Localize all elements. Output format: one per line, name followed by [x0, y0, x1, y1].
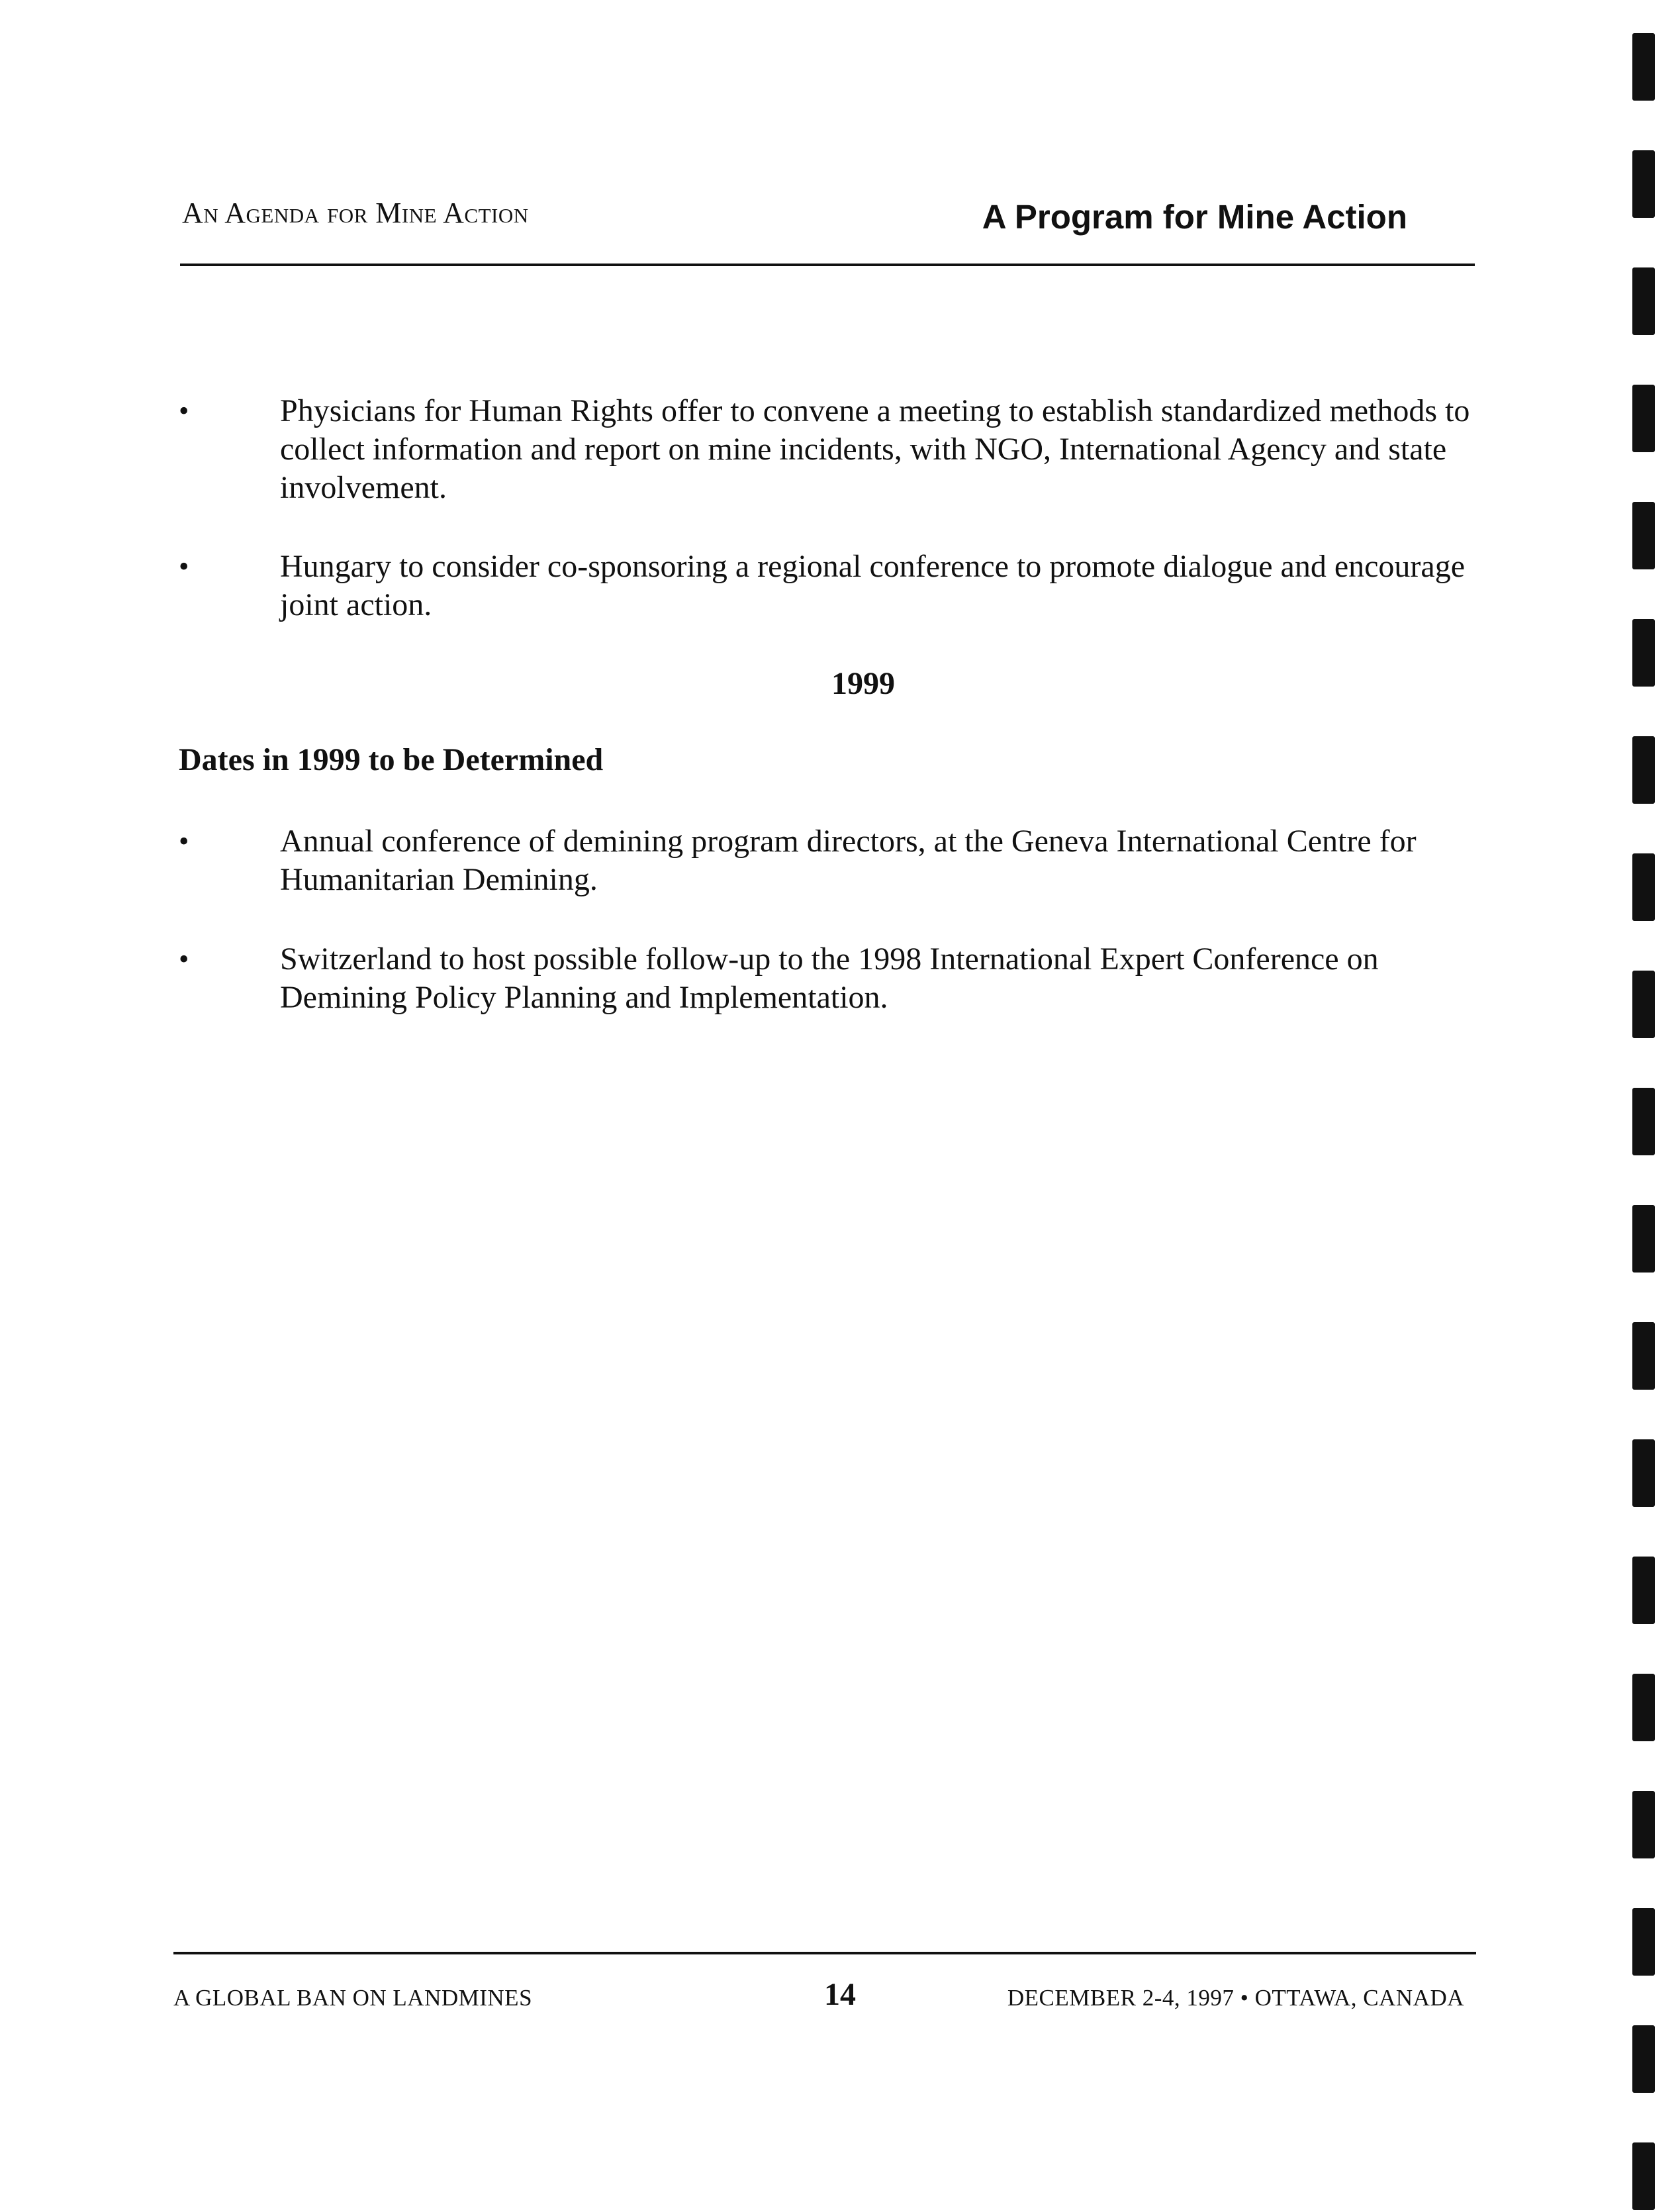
list-item-text: Annual conference of demining program directors, at the Geneva International Centre for Humanitarian Demining. — [280, 824, 1417, 897]
binding-mark — [1632, 736, 1655, 804]
running-header-left: An Agenda for Mine Action — [182, 197, 529, 229]
footer-left-text: A GLOBAL BAN ON LANDMINES — [173, 1985, 533, 2011]
binding-mark — [1632, 1791, 1655, 1858]
running-header-right: A Program for Mine Action — [982, 198, 1407, 236]
binding-mark — [1632, 1205, 1655, 1273]
list-item-text: Hungary to consider co-sponsoring a regional conference to promote dialogue and encourage joint action. — [280, 549, 1466, 622]
list-item-text: Physicians for Human Rights offer to convene a meeting to establish standardized methods to collect information and report on mine incidents, with NGO, International Agency and state involvement. — [280, 393, 1470, 505]
binding-mark — [1632, 1557, 1655, 1624]
bullet-icon: • — [179, 825, 189, 857]
binding-mark — [1632, 1088, 1655, 1155]
list-item-text: Switzerland to host possible follow-up to the 1998 International Expert Conference on Demining Policy Planning and Implementation. — [280, 941, 1379, 1015]
binding-mark — [1632, 2142, 1655, 2210]
year-heading: 1999 — [831, 666, 895, 701]
binding-mark — [1632, 1674, 1655, 1741]
footer-divider — [173, 1952, 1476, 1954]
footer-right-text: DECEMBER 2-4, 1997 • OTTAWA, CANADA — [1007, 1985, 1464, 2011]
binding-mark — [1632, 1908, 1655, 1976]
binding-mark — [1632, 971, 1655, 1038]
binding-mark — [1632, 385, 1655, 452]
page-number: 14 — [824, 1977, 856, 2012]
binding-mark — [1632, 619, 1655, 687]
bullet-icon: • — [179, 943, 189, 975]
binding-mark — [1632, 1322, 1655, 1390]
binding-mark — [1632, 2025, 1655, 2093]
section-heading: Dates in 1999 to be Determined — [179, 742, 604, 777]
binding-mark — [1632, 1439, 1655, 1507]
binding-mark — [1632, 267, 1655, 335]
header-divider — [180, 264, 1475, 266]
binding-mark — [1632, 33, 1655, 101]
bullet-icon: • — [179, 550, 189, 583]
binding-mark — [1632, 150, 1655, 218]
bullet-icon: • — [179, 395, 189, 427]
binding-mark — [1632, 502, 1655, 569]
binding-mark — [1632, 853, 1655, 921]
